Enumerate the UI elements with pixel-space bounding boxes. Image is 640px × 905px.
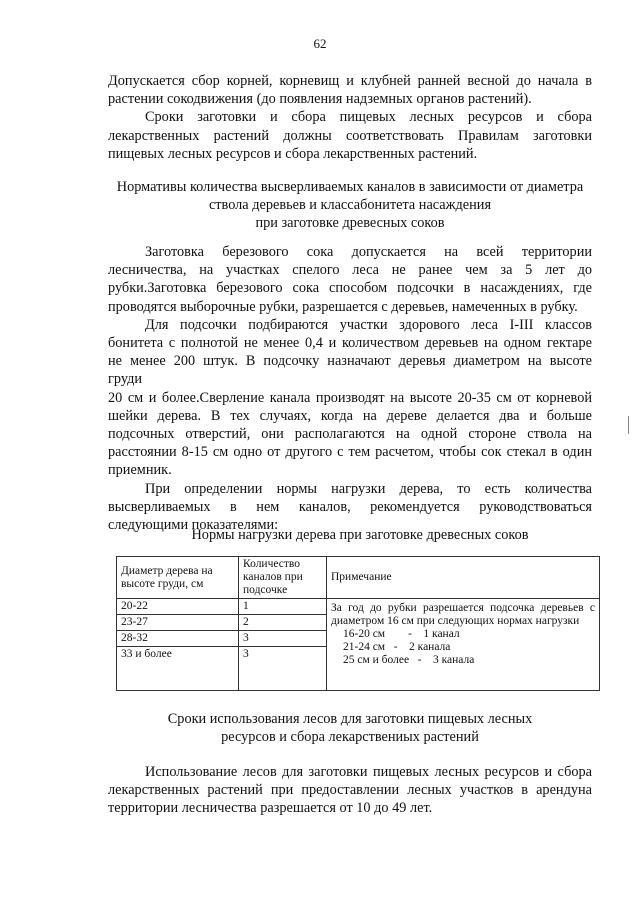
scan-mark xyxy=(628,416,629,434)
body-section xyxy=(108,243,592,534)
table-row xyxy=(117,599,600,615)
header-diameter: Диаметр дерева на высоте груди, см xyxy=(117,557,239,599)
section-heading-terms xyxy=(100,710,600,746)
cell-channels: 2 xyxy=(239,615,327,631)
body-line: высверливаемых в нем каналов, рекомендуется руководствоваться xyxy=(108,498,592,515)
body-line: проводятся выборочные рубки, разрешается с деревьев, намеченных в рубку. xyxy=(108,298,578,315)
body-line: Заготовка березового сока допускается на всей территории xyxy=(145,244,592,260)
body-line: приемник. xyxy=(108,462,172,479)
closing-line: Использование лесов для заготовки пищевых лесных ресурсов и сбора xyxy=(145,764,592,780)
body-line: следующими показателями: xyxy=(108,517,279,534)
closing-line: лекарственных растений при предоставлении лесных участков в арендуна xyxy=(108,782,592,799)
closing-section xyxy=(108,763,592,818)
header-note: Примечание xyxy=(327,557,600,599)
header-channels: Количество каналов при подсочке xyxy=(239,557,327,599)
body-line: Для подсочки подбираются участки здорового леса I-III классов xyxy=(145,316,592,333)
note-line: 25 см и более - 3 канала xyxy=(343,654,475,666)
table-title: Нормы нагрузки дерева при заготовке древесных соков xyxy=(191,527,529,543)
cell-diameter: 20-22 xyxy=(117,599,239,615)
cell-channels: 3 xyxy=(239,631,327,647)
cell-channels: 1 xyxy=(239,599,327,615)
body-line: рубки.Заготовка березового сока способом подсочки в насаждениях, где xyxy=(108,280,592,297)
body-line: 20 см и более.Сверление канала производят на высоте 20-35 см от корневой xyxy=(108,389,592,406)
heading-line: при заготовке древесных соков xyxy=(255,215,445,231)
intro-line: Допускается сбор корней, корневищ и клубней ранней весной до начала в xyxy=(108,73,592,89)
intro-line: лекарственных растений должны соответствовать Правилам заготовки xyxy=(108,127,592,144)
cell-note xyxy=(327,599,600,691)
page-number: 62 xyxy=(313,36,327,51)
heading-line: Нормативы количества высверливаемых каналов в зависимости от диаметра xyxy=(116,179,584,195)
body-line: лесничества, на участках спелого леса не ранее чем за 5 лет до xyxy=(108,262,592,279)
intro-line: Сроки заготовки и сбора пищевых лесных ресурсов и сбора xyxy=(145,109,592,126)
closing-line: территории лесничества разрешается от 10 до 49 лет. xyxy=(108,800,433,817)
body-line: шейки дерева. В тех случаях, когда на дереве делается два и больше xyxy=(108,407,592,424)
note-line: 16-20 см - 1 канал xyxy=(343,628,460,640)
body-line: бонитета с полнотой не менее 0,4 и количеством деревьев на одном гектаре xyxy=(108,335,592,352)
body-line: расстоянии 8-15 см одно от другого с тем расчетом, чтобы сок стекал в один xyxy=(108,444,592,461)
cell-diameter: 23-27 xyxy=(117,615,239,631)
intro-line: пищевых лесных ресурсов и сбора лекарственных растений. xyxy=(108,145,478,162)
load-norms-table xyxy=(116,556,600,691)
note-line: 21-24 см - 2 канала xyxy=(343,641,451,653)
body-line: груди xyxy=(108,371,142,388)
intro-line: растении сокодвижения (до появления надземных органов растений). xyxy=(108,91,532,108)
body-line: не менее 200 штук. В подсочку назначают деревья диаметром на высоте xyxy=(108,353,592,370)
heading-line: Сроки использования лесов для заготовки пищевых лесных xyxy=(167,711,533,727)
heading-line: ствола деревьев и классабонитета насаждения xyxy=(208,197,492,213)
heading-line: ресурсов и сбора лекарствениых растений xyxy=(221,729,479,745)
intro-section xyxy=(108,72,592,163)
cell-diameter: 28-32 xyxy=(117,631,239,647)
cell-channels: 3 xyxy=(239,647,327,691)
cell-diameter: 33 и более xyxy=(117,647,239,691)
section-heading-norms xyxy=(100,178,600,232)
body-line: подсочных отверстий, они располагаются на одной стороне ствола на xyxy=(108,426,592,443)
table-header-row xyxy=(117,557,600,599)
note-text: За год до рубки разрешается подсочка деревьев с диаметром 16 см при следующих нормах нагрузки xyxy=(331,602,595,627)
body-line: При определении нормы нагрузки дерева, то есть количества xyxy=(145,480,592,497)
